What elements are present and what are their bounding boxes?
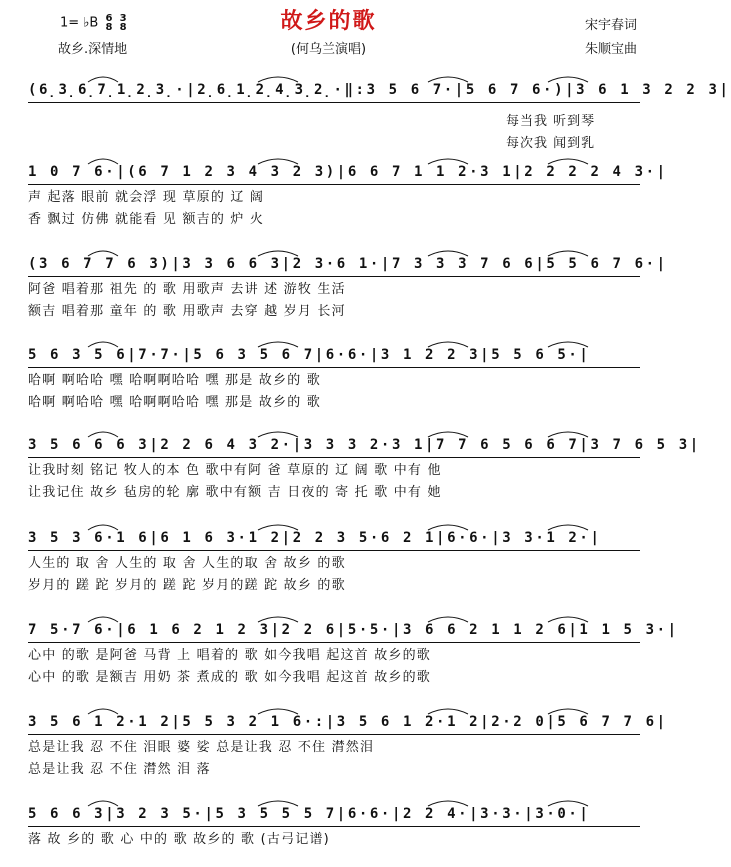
composer: 朱顺宝曲 (584, 42, 637, 57)
key-label: 1= ♭B (60, 15, 99, 31)
lyric-line-2: 心中 的歌 是额吉 用奶 茶 煮成的 歌 如今我唱 起这首 故乡的歌 (28, 670, 431, 685)
notation-line: (3 6 7 7 6 3)|3 3 6 6 3|2 3·6 1·|7 3 3 3 7 6 6|5 5 6 7 6·| (28, 256, 668, 272)
lyric-line-1: 人生的 取 舍 人生的 取 舍 人生的取 舍 故乡 的歌 (28, 556, 346, 571)
beam-underline (28, 550, 640, 551)
beam-underline (28, 826, 640, 827)
lyric-line-1: 哈啊 啊哈哈 嘿 哈啊啊哈哈 嘿 那是 故乡的 歌 (28, 373, 321, 388)
lyric-line-2: 哈啊 啊哈哈 嘿 哈啊啊哈哈 嘿 那是 故乡的 歌 (28, 395, 321, 410)
lyric-tail-1: 每当我 听到琴 (506, 114, 596, 129)
notation-line: 7 5·7 6·|6 1 6 2 1 2 3|2 2 6|5·5·|3 6 6 2 1 1 2 6|1 1 5 3·| (28, 622, 679, 638)
lyric-line-2: 岁月的 蹉 跎 岁月的 蹉 跎 岁月的蹉 跎 故乡 的歌 (28, 578, 346, 593)
notation-line: 5 6 3 5 6|7·7·|5 6 3 5 6 7|6·6·|3 1 2 2 3|5 5 6 5·| (28, 347, 591, 363)
beam-underline (28, 276, 640, 277)
notation-line: (6̣3̣6̣7̣1̣2̣3̣·|2̣6̣1̣2̣4̣3̣2̣·‖:3 5 6 7·|5 6 7 6·)|3 6 1 3 2 2 3| (28, 82, 731, 98)
notation-line: 1 0 7 6·|(6 7 1 2 3 4 3 2 3)|6 6 7 1 1 2·3 1|2 2 2 2 4 3·| (28, 164, 668, 180)
notation-line: 5 6 6 3|3 2 3 5·|5 3 5 5 5 7|6·6·|2 2 4·|3·3·|3·0·| (28, 806, 591, 822)
beam-underline (28, 457, 640, 458)
lyric-tail-2: 每次我 闻到乳 (506, 136, 596, 151)
notation-line: 3 5 3 6·1 6|6 1 6 3·1 2|2 2 3 5·6 2 1|6·6·|3 3·1 2·| (28, 530, 602, 546)
beam-underline (28, 367, 640, 368)
lyric-line-1: 心中 的歌 是阿爸 马背 上 唱着的 歌 如今我唱 起这首 故乡的歌 (28, 648, 431, 663)
lyric-line-2: 香 飘过 仿佛 就能看 见 额吉的 炉 火 (28, 212, 265, 227)
song-title: 故乡的歌 (280, 9, 377, 34)
tempo-marking: 故乡.深情地 (58, 42, 128, 57)
meter-a-den: 8 (105, 22, 113, 33)
notation-line: 3 5 6 1 2·1 2|5 5 3 2 1 6·:|3 5 6 1 2·1 2|2·2 0|5 6 7 7 6| (28, 714, 668, 730)
performer: (何乌兰演唱) (290, 42, 367, 57)
meter-b-den: 8 (119, 22, 127, 33)
lyric-line-1: 让我时刻 铭记 牧人的本 色 歌中有阿 爸 草原的 辽 阔 歌 中有 他 (28, 463, 442, 478)
lyric-line-1: 阿爸 唱着那 祖先 的 歌 用歌声 去讲 述 游牧 生活 (28, 282, 346, 297)
lyricist: 宋宇春词 (584, 18, 637, 33)
lyric-line-1: 声 起落 眼前 就会浮 现 草原的 辽 阔 (28, 190, 265, 205)
beam-underline (28, 102, 640, 103)
lyric-line-2: 让我记住 故乡 毡房的轮 廓 歌中有额 吉 日夜的 寄 托 歌 中有 她 (28, 485, 442, 500)
lyric-line-2: 额吉 唱着那 童年 的 歌 用歌声 去穿 越 岁月 长河 (28, 304, 346, 319)
lyric-line-2: 总是让我 忍 不住 潸然 泪 落 (28, 762, 211, 777)
lyric-line-1: 总是让我 忍 不住 泪眼 婆 娑 总是让我 忍 不住 潸然泪 (28, 740, 375, 755)
meter-a-num: 6 (105, 13, 113, 24)
beam-underline (28, 642, 640, 643)
meter-b-num: 3 (119, 13, 127, 24)
meter-a (106, 14, 113, 32)
key-signature (60, 14, 127, 32)
lyric-line-1: 落 故 乡的 歌 心 中的 歌 故乡的 歌 (古弓记谱) (28, 832, 330, 847)
beam-underline (28, 184, 640, 185)
notation-line: 3 5 6 6 6 3|2 2 6 4 3 2·|3 3 3 2·3 1|7 7 6 5 6 6 7|3 7 6 5 3| (28, 437, 701, 453)
beam-underline (28, 734, 640, 735)
meter-b (120, 14, 127, 32)
